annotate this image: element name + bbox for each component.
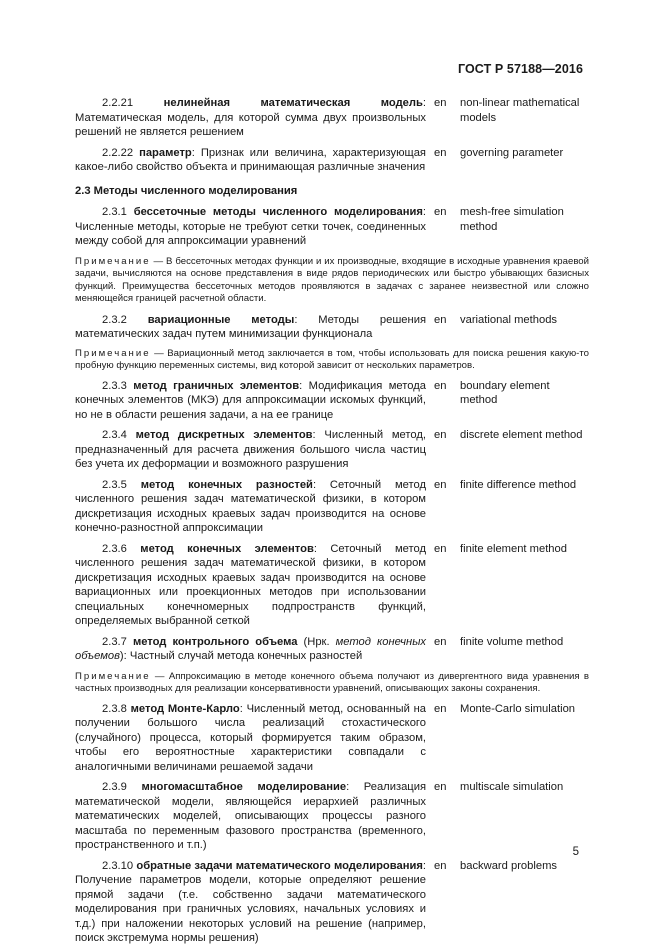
note-text: — Вариационный метод заключается в том, чтобы использовать для поиска решения какую-то пробную функцию переменных системы, вид которой зависит от нескольких параметров. xyxy=(75,347,589,371)
note xyxy=(75,256,589,306)
term-text: : Численный метод, предназначенный для расчета движения большого числа частиц без учета их деформации и возможного разрушения xyxy=(75,429,426,470)
language-code: en xyxy=(434,97,447,109)
term-text: ): Частный случай метода конечных разностей xyxy=(119,650,363,662)
language-code: en xyxy=(434,859,447,872)
term-number: 2.2.21 xyxy=(102,97,134,109)
language-code: en xyxy=(434,542,447,555)
term-text: : Признак или величина, характеризующая какое-либо свойство объекта и принимающая различные значения xyxy=(75,146,426,173)
term-number: 2.3.6 xyxy=(102,542,127,555)
term-entry xyxy=(75,542,589,629)
term-definition-ru xyxy=(75,205,426,249)
page-number: 5 xyxy=(572,846,579,858)
term-definition-ru xyxy=(75,313,426,342)
term-name: метод конечных элементов xyxy=(140,542,314,555)
term-entry xyxy=(75,96,589,140)
term-name: нелинейная математическая модель xyxy=(163,97,423,109)
term-name: метод дискретных элементов xyxy=(135,429,313,441)
term-name: метод граничных элементов xyxy=(133,379,300,392)
term-text: : Сеточный метод численного решения задач математической физики, в котором дискретизация исходных краевых задач производится на основе конечно-разностной аппроксимации xyxy=(75,478,426,534)
term-text: : Модификация метода конечных элементов (МКЭ) для аппроксимации искомых функций, но не в области решения задачи, а на ее границе xyxy=(75,379,427,421)
term-text: : Математическая модель, для которой сумма двух произвольных решений не является решением xyxy=(75,97,427,138)
term-definition-ru xyxy=(75,542,426,629)
term-equivalent-en: finite difference method xyxy=(460,478,577,491)
term-entry xyxy=(75,205,589,249)
term-equivalent-en: backward problems xyxy=(460,859,558,872)
term-name: вариационные методы xyxy=(147,313,295,326)
term-number: 2.3.9 xyxy=(102,781,127,793)
term-text: : Численный метод, основанный на получении большого числа реализаций стохастического (случайного) процесса, который формируется таким образом, чтобы его вероятностные характеристики совпадали с аналогичными величинами решаемой задачи xyxy=(75,702,426,773)
term-definition-ru xyxy=(75,780,426,853)
term-entry xyxy=(75,478,589,536)
term-entry xyxy=(75,379,589,423)
language-code: en xyxy=(434,478,447,491)
language-code: en xyxy=(434,781,447,793)
term-entry xyxy=(75,313,589,342)
language-code: en xyxy=(434,429,447,441)
note-prefix: Примечание xyxy=(75,670,151,682)
term-text: : Реализация математической модели, являющейся иерархией различных математических моделей, описывающих процессы разного масштаба по переменным фазового пространства (временного, пространственного и т.п.) xyxy=(75,781,427,851)
term-equivalent-en: non-linear mathematical models xyxy=(460,97,580,124)
term-name: обратные задачи математического моделирования xyxy=(136,859,423,872)
term-number: 2.3.2 xyxy=(102,313,127,326)
note-prefix: Примечание xyxy=(75,347,151,359)
term-equivalent-en: multiscale simulation xyxy=(460,781,564,793)
note-text: — Аппроксимацию в методе конечного объема получают из дивергентного вида уравнения в частных производных для реализации консервативности уравнений, описывающих законы сохранения. xyxy=(75,670,589,694)
term-number: 2.3.1 xyxy=(102,206,127,218)
term-definition-ru xyxy=(75,478,426,536)
term-definition-ru xyxy=(75,96,426,140)
note xyxy=(75,671,589,696)
term-equivalent-en: variational methods xyxy=(460,313,558,326)
language-code: en xyxy=(434,146,447,159)
term-text: : Получение параметров модели, которые определяют решение прямой задачи (т.е. собственно задачи математического моделирования при граничных условиях, начальных условиях и т.д.) при наложении некоторых условий на решение (например, поиск экстремума нормы решения) xyxy=(75,859,426,944)
term-equivalent-en: finite volume method xyxy=(460,635,564,648)
term-text: : Методы решения математических задач путем минимизации функционала xyxy=(75,313,427,340)
term-equivalent-en: discrete element method xyxy=(460,429,583,441)
term-pre: (Нрк. xyxy=(297,635,336,648)
term-number: 2.3.10 xyxy=(102,859,134,872)
term-name: бессеточные методы численного моделирования xyxy=(133,206,423,218)
term-equivalent-en: Monte-Carlo simulation xyxy=(460,702,576,715)
term-equivalent-en: boundary element method xyxy=(460,379,550,406)
term-synonym: метод конечных объемов xyxy=(75,635,427,662)
language-code: en xyxy=(434,702,447,715)
term-number: 2.3.7 xyxy=(102,635,127,648)
language-code: en xyxy=(434,206,447,218)
term-definition-ru xyxy=(75,702,426,775)
term-text: : Сеточный метод численного решения задач математической физики, в котором дискретизация исходных краевых задач производится на основе вариационных или проекционных методов при использовании специальных конечномерных подпространств функций, определяемых выбранной сеткой xyxy=(75,542,426,627)
language-code: en xyxy=(434,379,447,392)
term-number: 2.3.3 xyxy=(102,379,127,392)
term-entry xyxy=(75,146,589,175)
term-entry xyxy=(75,635,589,664)
note-text: — В бессеточных методах функции и их производные, входящие в исходные уравнения краевой задачи, вычисляются на основе представления в виде рядов периодических или быстро убывающих базисных функций. Преимущества бессеточных методов проявляются в задачах с заранее неизвестной или сложно меняющейся границей расчетной области. xyxy=(75,255,589,304)
language-code: en xyxy=(434,313,447,326)
section-title: 2.3 Методы численного моделирования xyxy=(75,184,298,197)
term-number: 2.3.4 xyxy=(102,429,127,441)
term-number: 2.3.5 xyxy=(102,478,127,491)
note xyxy=(75,348,589,373)
term-equivalent-en: governing parameter xyxy=(460,146,564,159)
term-definition-ru xyxy=(75,428,426,472)
term-text: : Численные методы, которые не требуют сетки точек, соединенных между собой для аппроксимации уравнений xyxy=(75,206,426,247)
term-name: метод Монте-Карло xyxy=(130,702,240,715)
term-name: метод конечных разностей xyxy=(140,478,313,491)
page-content xyxy=(75,94,589,946)
term-entry xyxy=(75,859,589,946)
term-name: многомасштабное моделирование xyxy=(141,781,347,793)
term-equivalent-en: finite element method xyxy=(460,542,567,555)
term-definition-ru xyxy=(75,146,426,175)
term-definition-ru xyxy=(75,635,426,664)
term-entry xyxy=(75,428,589,472)
term-name: метод контрольного объема xyxy=(132,635,298,648)
note-prefix: Примечание xyxy=(75,255,151,267)
term-name: параметр xyxy=(139,146,192,159)
term-entry xyxy=(75,702,589,775)
term-entry xyxy=(75,780,589,853)
term-definition-ru xyxy=(75,859,426,946)
term-definition-ru xyxy=(75,379,426,423)
term-number: 2.2.22 xyxy=(102,146,134,159)
term-equivalent-en: mesh-free simulation method xyxy=(460,206,564,233)
language-code: en xyxy=(434,635,447,648)
term-number: 2.3.8 xyxy=(102,702,127,715)
document-header: ГОСТ Р 57188—2016 xyxy=(457,62,583,76)
